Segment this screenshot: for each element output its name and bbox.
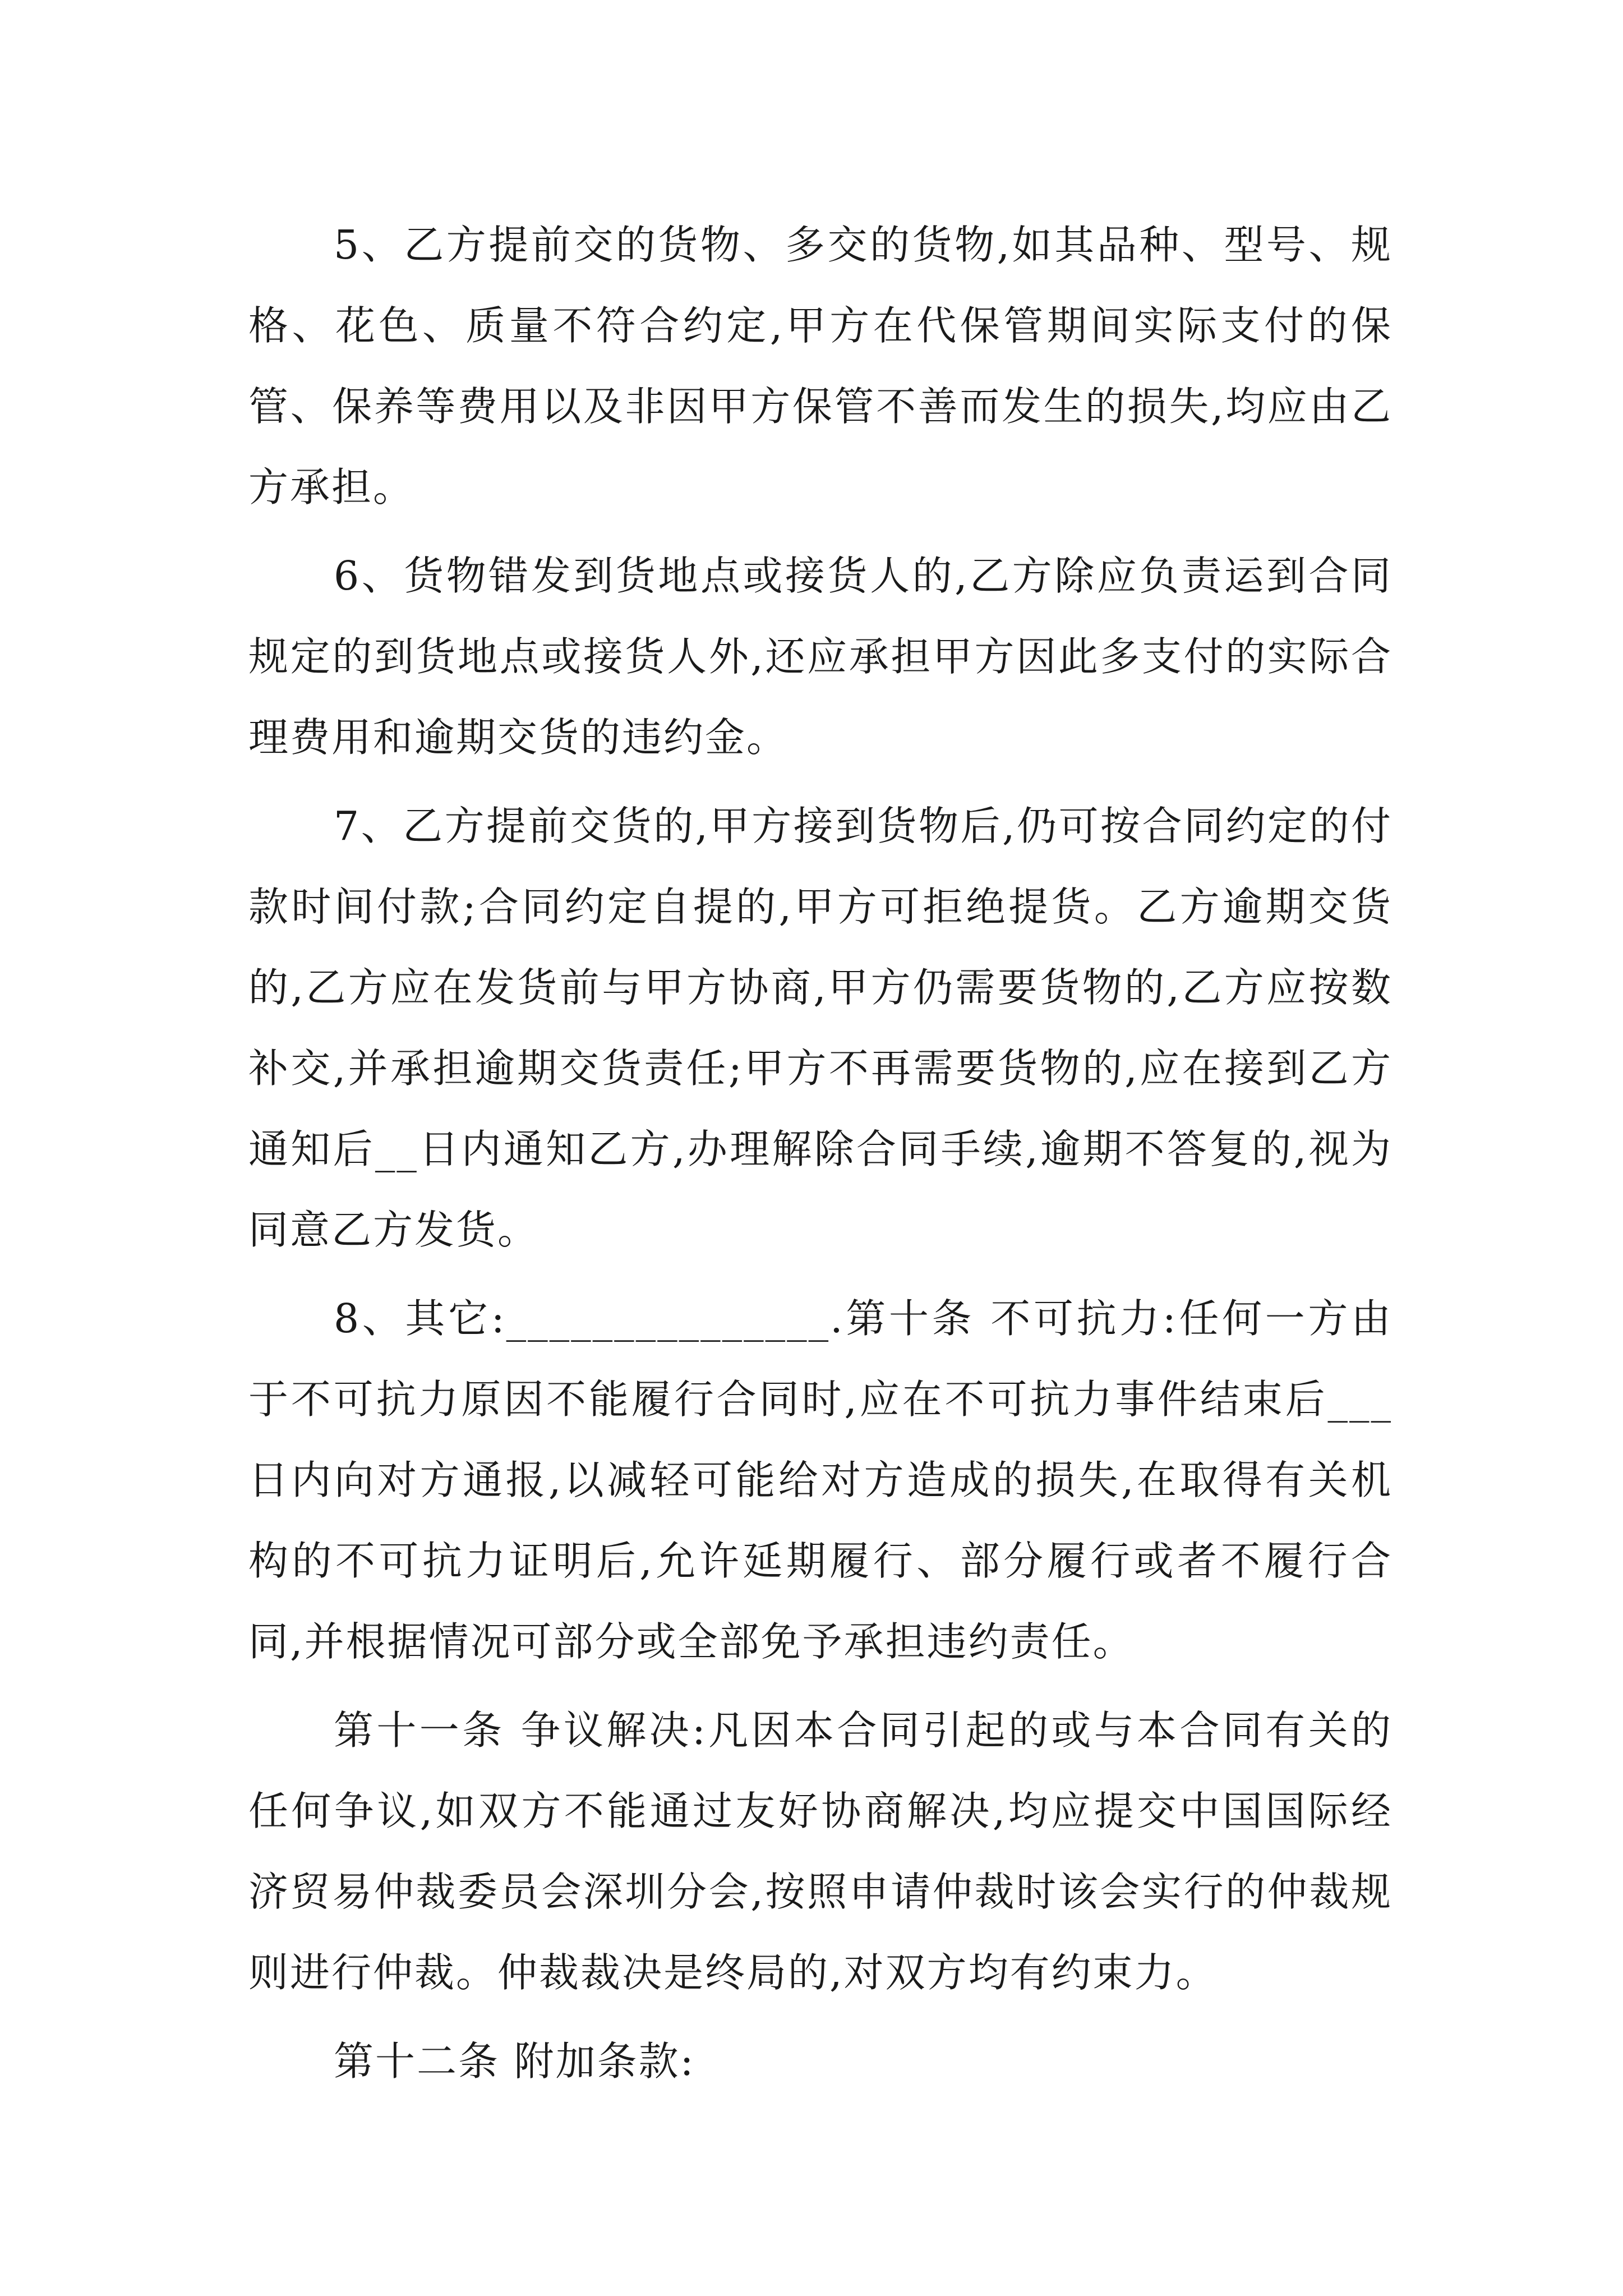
clause-7-paragraph: 7、乙方提前交货的,甲方接到货物后,仍可按合同约定的付款时间付款;合同约定自提的,甲方可拒绝提货。乙方逾期交货的,乙方应在发货前与甲方协商,甲方仍需要货物的,乙方应按数补交,并承担逾期交货责任;甲方不再需要货物的,应在接到乙方通知后__日内通知乙方,办理解除合同手续,逾期不答复的,视为同意乙方发货。: [248, 803, 1393, 1253]
article-11-dispute-paragraph: 第十一条 争议解决:凡因本合同引起的或与本合同有关的任何争议,如双方不能通过友好协商解决,均应提交中国国际经济贸易仲裁委员会深圳分会,按照申请仲裁时该会实行的仲裁规则进行仲裁。仲裁裁决是终局的,对双方均有约束力。: [248, 1707, 1393, 1996]
clause-6-paragraph: 6、货物错发到货地点或接货人的,乙方除应负责运到合同规定的到货地点或接货人外,还应承担甲方因此多支付的实际合理费用和逾期交货的违约金。: [248, 553, 1393, 761]
clause-5-paragraph: 5、乙方提前交的货物、多交的货物,如其品种、型号、规格、花色、质量不符合约定,甲方在代保管期间实际支付的保管、保养等费用以及非因甲方保管不善而发生的损失,均应由乙方承担。: [248, 222, 1393, 510]
document-body: [248, 205, 1393, 2102]
clause-8-force-majeure-paragraph: 8、其它:_______________.第十条 不可抗力:任何一方由于不可抗力原因不能履行合同时,应在不可抗力事件结束后___日内向对方通报,以减轻可能给对方造成的损失,在取得有关机构的不可抗力证明后,允许延期履行、部分履行或者不履行合同,并根据情况可部分或全部免予承担违约责任。: [248, 1295, 1393, 1665]
article-12-additional-terms-paragraph: 第十二条 附加条款:: [334, 2038, 695, 2085]
